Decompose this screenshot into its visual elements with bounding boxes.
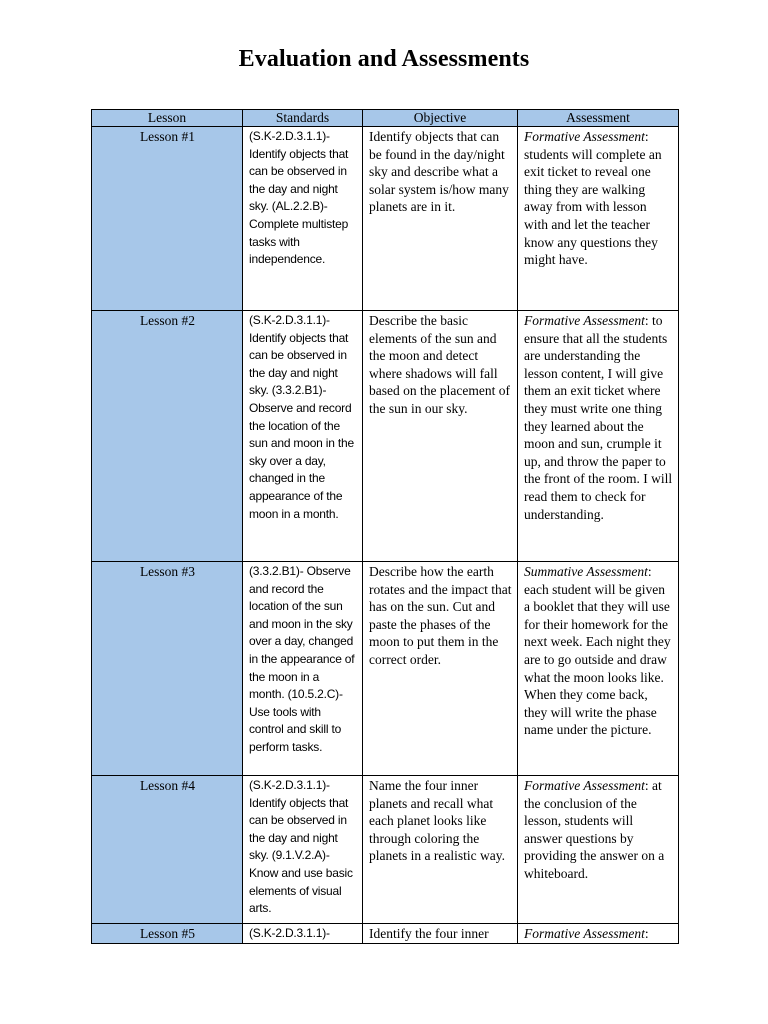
lesson-cell: Lesson #5: [92, 924, 243, 944]
table-row: [92, 924, 679, 944]
assessment-text: students will complete an exit ticket to reveal one thing they are walking away from with lesson with and let the teacher know any questions they might have.: [524, 146, 662, 268]
assessment-text: to ensure that all the students are understanding the lesson content, I will give them an exit ticket where they must write one thing they learned about the moon and sun, crumple it up, and throw the paper to the front of the room. I will read them to check for understanding.: [524, 313, 673, 522]
table-row: [92, 127, 679, 311]
standards-cell: (S.K-2.D.3.1.1)- Identify objects that can be observed in the day and night sky. (3.3.2.B1)- Observe and record the location of the sun and moon in the sky over a day, changed in the appearance of the moon in a month.: [243, 311, 363, 562]
header-standards: Standards: [243, 110, 363, 127]
header-lesson: Lesson: [92, 110, 243, 127]
assessment-cell: Formative Assessment: to ensure that all the students are understanding the lesson content, I will give them an exit ticket where they must write one thing they learned about the moon and sun, crumple it up, and throw the paper to the front of the room. I will read them to check for understanding.: [518, 311, 679, 562]
objective-cell: Identify objects that can be found in the day/night sky and describe what a solar system is/how many planets are in it.: [363, 127, 518, 311]
lesson-cell: Lesson #1: [92, 127, 243, 311]
assessment-text: at the conclusion of the lesson, students will answer questions by providing the answer on a whiteboard.: [524, 778, 665, 881]
assessment-type: Formative Assessment: [524, 313, 645, 328]
assessment-cell: Formative Assessment:: [518, 924, 679, 944]
lesson-cell: Lesson #3: [92, 562, 243, 776]
standards-cell: (S.K-2.D.3.1.1)- Identify objects that can be observed in the day and night sky. (9.1.V.2.A)- Know and use basic elements of visual arts.: [243, 776, 363, 924]
table-row: [92, 562, 679, 776]
header-assessment: Assessment: [518, 110, 679, 127]
table-row: [92, 311, 679, 562]
assessment-type: Summative Assessment: [524, 564, 648, 579]
lesson-cell: Lesson #2: [92, 311, 243, 562]
table-row: [92, 776, 679, 924]
standards-cell: (S.K-2.D.3.1.1)-: [243, 924, 363, 944]
header-row: [92, 110, 679, 127]
objective-cell: Describe the basic elements of the sun and the moon and detect where shadows will fall based on the placement of the sun in our sky.: [363, 311, 518, 562]
objective-cell: Name the four inner planets and recall what each planet looks like through coloring the planets in a realistic way.: [363, 776, 518, 924]
assessment-type: Formative Assessment: [524, 778, 645, 793]
assessment-cell: Summative Assessment: each student will be given a booklet that they will use for their homework for the next week. Each night they are to go outside and draw what the moon looks like. When they come back, they will write the phase name under the picture.: [518, 562, 679, 776]
objective-cell: Identify the four inner: [363, 924, 518, 944]
page-title: Evaluation and Assessments: [238, 46, 530, 72]
assessment-type: Formative Assessment: [524, 129, 645, 144]
standards-cell: (S.K-2.D.3.1.1)- Identify objects that can be observed in the day and night sky. (AL.2.2.B)- Complete multistep tasks with independence.: [243, 127, 363, 311]
evaluation-table: [91, 109, 679, 944]
assessment-type: Formative Assessment: [524, 926, 645, 941]
assessment-text: each student will be given a booklet that they will use for their homework for the next week. Each night they are to go outside and draw what the moon looks like. When they come back, they will write the phase name under the picture.: [524, 581, 671, 738]
lesson-cell: Lesson #4: [92, 776, 243, 924]
assessment-cell: Formative Assessment: students will complete an exit ticket to reveal one thing they are walking away from with lesson with and let the teacher know any questions they might have.: [518, 127, 679, 311]
header-objective: Objective: [363, 110, 518, 127]
assessment-cell: Formative Assessment: at the conclusion of the lesson, students will answer questions by providing the answer on a whiteboard.: [518, 776, 679, 924]
standards-cell: (3.3.2.B1)- Observe and record the location of the sun and moon in the sky over a day, changed in the appearance of the moon in a month. (10.5.2.C)- Use tools with control and skill to perform tasks.: [243, 562, 363, 776]
objective-cell: Describe how the earth rotates and the impact that has on the sun. Cut and paste the phases of the moon to put them in the correct order.: [363, 562, 518, 776]
